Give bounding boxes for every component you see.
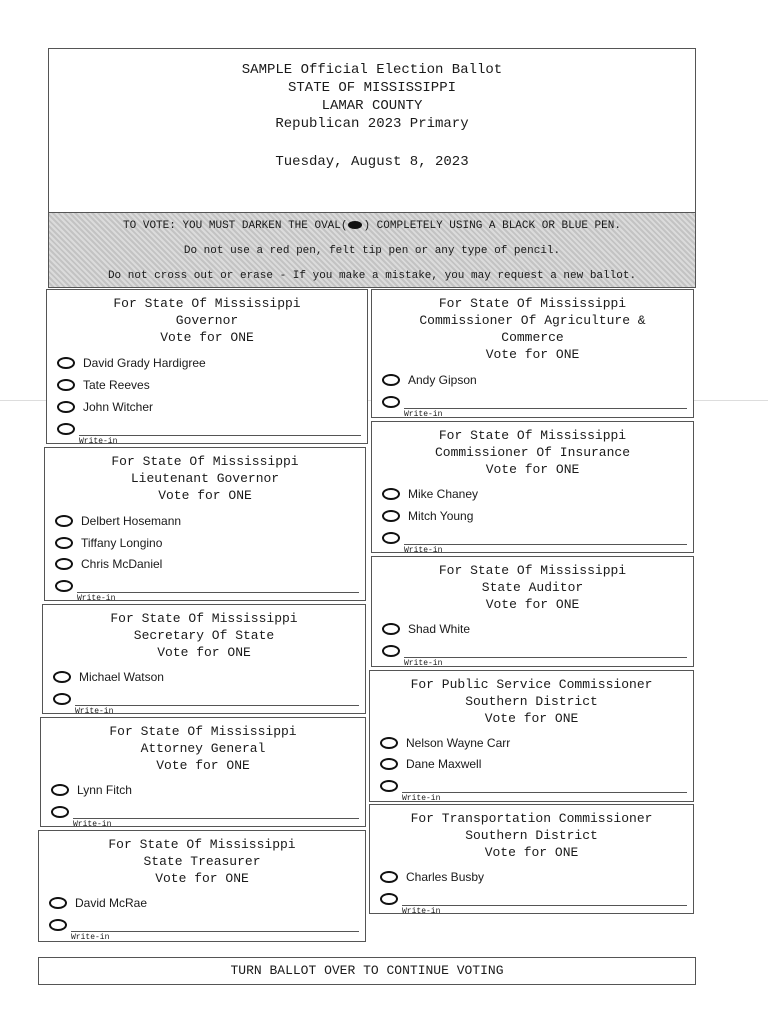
candidate-name: Chris McDaniel <box>81 557 163 571</box>
write-in-label: Write-in <box>73 820 112 829</box>
vote-oval[interactable] <box>57 401 75 413</box>
filled-oval-icon <box>348 221 362 229</box>
candidate-option[interactable] <box>382 371 477 389</box>
contest-office: Attorney General <box>140 741 266 756</box>
candidate-name: David McRae <box>75 896 148 910</box>
write-in-field[interactable] <box>53 691 359 716</box>
write-in-field[interactable] <box>57 421 361 446</box>
turn-over-notice: TURN BALLOT OVER TO CONTINUE VOTING <box>38 957 696 985</box>
candidate-option[interactable] <box>380 734 510 752</box>
contest-office: State Treasurer <box>143 854 261 869</box>
candidate-name: Michael Watson <box>79 670 164 684</box>
contest-title: For State Of Mississippi <box>113 296 301 311</box>
contest-state-treasurer <box>38 830 366 942</box>
candidate-option[interactable] <box>55 512 181 530</box>
vote-for-label: Vote for ONE <box>156 758 250 773</box>
vote-for-label: Vote for ONE <box>155 871 249 886</box>
ballot-election: Republican 2023 Primary <box>275 116 469 132</box>
vote-oval[interactable] <box>51 784 69 796</box>
candidate-option[interactable] <box>55 534 162 552</box>
instruction-line-2: Do not use a red pen, felt tip pen or any type of pencil. <box>183 245 561 257</box>
contest-secretary-of-state <box>42 604 366 714</box>
candidate-name: David Grady Hardigree <box>83 356 206 370</box>
candidate-option[interactable] <box>49 894 147 912</box>
write-in-field[interactable] <box>382 394 687 419</box>
contest-title: For Transportation Commissioner <box>410 811 653 826</box>
contest-office: Secretary Of State <box>133 628 275 643</box>
vote-oval[interactable] <box>380 871 398 883</box>
contest-office: Governor <box>175 313 239 328</box>
candidate-option[interactable] <box>53 668 164 686</box>
contest-office: Lieutenant Governor <box>130 471 280 486</box>
contest-title: For State Of Mississippi <box>108 837 296 852</box>
vote-oval[interactable] <box>53 671 71 683</box>
contest-commissioner-agriculture <box>371 289 694 418</box>
contest-governor <box>46 289 368 444</box>
vote-oval[interactable] <box>55 580 73 592</box>
vote-oval[interactable] <box>382 645 400 657</box>
vote-oval[interactable] <box>49 919 67 931</box>
ballot-state: STATE OF MISSISSIPPI <box>287 80 457 96</box>
write-in-field[interactable] <box>380 891 687 916</box>
vote-oval[interactable] <box>57 423 75 435</box>
vote-oval[interactable] <box>55 537 73 549</box>
write-in-label: Write-in <box>404 659 443 668</box>
write-in-label: Write-in <box>404 546 443 555</box>
write-in-label: Write-in <box>402 794 441 803</box>
write-in-field[interactable] <box>380 778 687 803</box>
candidate-option[interactable] <box>55 555 162 573</box>
candidate-name: Shad White <box>408 622 471 636</box>
candidate-name: Mitch Young <box>408 509 474 523</box>
candidate-name: Charles Busby <box>406 870 485 884</box>
candidate-name: Nelson Wayne Carr <box>406 736 511 750</box>
contest-office: Southern District <box>465 828 598 843</box>
candidate-option[interactable] <box>382 485 478 503</box>
write-in-field[interactable] <box>382 530 687 555</box>
vote-oval[interactable] <box>382 510 400 522</box>
vote-oval[interactable] <box>380 780 398 792</box>
vote-for-label: Vote for ONE <box>485 462 580 477</box>
contest-title: For State Of Mississippi <box>438 428 627 443</box>
contest-title: For State Of Mississippi <box>438 296 627 311</box>
contest-title: For State Of Mississippi <box>110 611 298 626</box>
vote-oval[interactable] <box>380 893 398 905</box>
instruction-line-3: Do not cross out or erase - If you make a mistake, you may request a new ballot. <box>107 270 637 282</box>
candidate-option[interactable] <box>382 620 470 638</box>
vote-oval[interactable] <box>382 396 400 408</box>
vote-oval[interactable] <box>51 806 69 818</box>
vote-oval[interactable] <box>380 758 398 770</box>
contest-office: Southern District <box>465 694 598 709</box>
write-in-field[interactable] <box>55 578 359 603</box>
candidate-option[interactable] <box>57 376 150 394</box>
candidate-name: Andy Gipson <box>408 373 477 387</box>
contest-office: State Auditor <box>481 580 584 595</box>
contest-title: For State Of Mississippi <box>109 724 297 739</box>
vote-oval[interactable] <box>53 693 71 705</box>
write-in-label: Write-in <box>404 410 443 419</box>
write-in-label: Write-in <box>402 907 441 916</box>
vote-for-label: Vote for ONE <box>484 711 579 726</box>
vote-oval[interactable] <box>382 532 400 544</box>
ballot-title: SAMPLE Official Election Ballot <box>241 62 503 78</box>
candidate-name: Delbert Hosemann <box>81 514 182 528</box>
vote-oval[interactable] <box>55 558 73 570</box>
candidate-option[interactable] <box>57 398 153 416</box>
write-in-label: Write-in <box>75 707 114 716</box>
vote-for-label: Vote for ONE <box>485 597 580 612</box>
vote-oval[interactable] <box>382 488 400 500</box>
voting-instructions <box>48 212 696 288</box>
contest-title: For State Of Mississippi <box>111 454 299 469</box>
write-in-label: Write-in <box>77 594 116 603</box>
candidate-option[interactable] <box>382 507 473 525</box>
instruction-line-1: TO VOTE: YOU MUST DARKEN THE OVAL( ) COMPLETELY USING A BLACK OR BLUE PEN. <box>123 220 621 232</box>
vote-oval[interactable] <box>57 357 75 369</box>
candidate-name: John Witcher <box>83 400 154 414</box>
write-in-label: Write-in <box>71 933 110 942</box>
candidate-name: Tiffany Longino <box>81 536 163 550</box>
contest-commissioner-insurance <box>371 421 694 553</box>
contest-office-cont: Commerce <box>501 330 564 345</box>
vote-for-label: Vote for ONE <box>157 645 251 660</box>
contest-office: Commissioner Of Insurance <box>434 445 631 460</box>
vote-for-label: Vote for ONE <box>484 845 579 860</box>
ballot-date: Tuesday, August 8, 2023 <box>275 154 469 170</box>
vote-oval[interactable] <box>49 897 67 909</box>
vote-oval[interactable] <box>382 374 400 386</box>
write-in-field[interactable] <box>51 804 359 829</box>
write-in-field[interactable] <box>382 643 687 668</box>
contest-transportation-commissioner <box>369 804 694 914</box>
contest-title: For Public Service Commissioner <box>410 677 653 692</box>
contest-state-auditor <box>371 556 694 667</box>
ballot-header <box>48 48 696 212</box>
candidate-name: Tate Reeves <box>83 378 150 392</box>
vote-oval[interactable] <box>382 623 400 635</box>
vote-for-label: Vote for ONE <box>485 347 580 362</box>
candidate-option[interactable] <box>51 781 132 799</box>
candidate-name: Dane Maxwell <box>406 757 482 771</box>
contest-title: For State Of Mississippi <box>438 563 627 578</box>
vote-for-label: Vote for ONE <box>160 330 254 345</box>
vote-oval[interactable] <box>55 515 73 527</box>
contest-lieutenant-governor <box>44 447 366 601</box>
contest-attorney-general <box>40 717 366 827</box>
contest-public-service-commissioner <box>369 670 694 802</box>
vote-oval[interactable] <box>380 737 398 749</box>
candidate-option[interactable] <box>380 868 484 886</box>
candidate-name: Mike Chaney <box>408 487 479 501</box>
vote-oval[interactable] <box>57 379 75 391</box>
ballot-county: LAMAR COUNTY <box>321 98 423 114</box>
candidate-option[interactable] <box>57 354 206 372</box>
candidate-name: Lynn Fitch <box>77 783 132 797</box>
contest-office: Commissioner Of Agriculture & <box>419 313 646 328</box>
write-in-label: Write-in <box>79 437 118 446</box>
vote-for-label: Vote for ONE <box>158 488 252 503</box>
candidate-option[interactable] <box>380 755 481 773</box>
write-in-field[interactable] <box>49 917 359 942</box>
